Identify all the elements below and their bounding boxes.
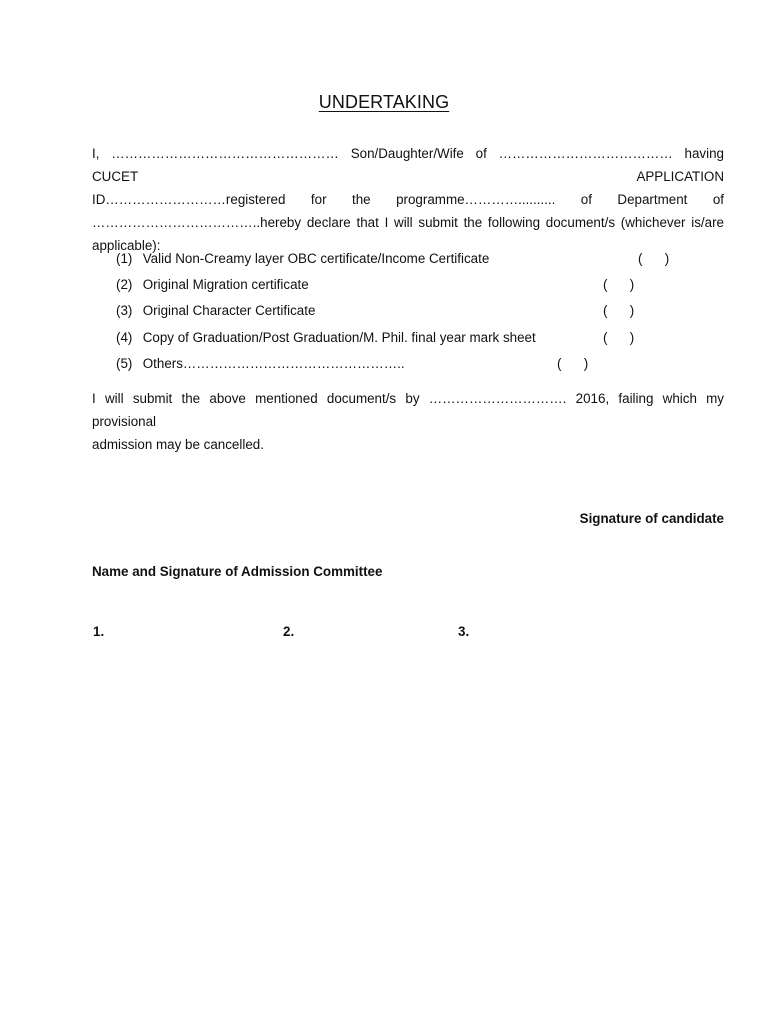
document-item-number: (5) bbox=[116, 356, 133, 371]
submission-line-2: admission may be cancelled. bbox=[92, 437, 264, 452]
submission-paragraph bbox=[92, 387, 724, 456]
submission-line-1: I will submit the above mentioned document/s by …………………………. 2016, failing which my provisional bbox=[92, 391, 724, 429]
document-item-5 bbox=[116, 355, 405, 373]
document-item-number: (1) bbox=[116, 251, 133, 266]
document-item-2 bbox=[116, 276, 309, 294]
document-item-3-checkbox[interactable]: ( ) bbox=[603, 303, 635, 318]
document-item-number: (4) bbox=[116, 330, 133, 345]
committee-member-3: 3. bbox=[458, 624, 470, 639]
declaration-paragraph bbox=[92, 142, 724, 257]
declaration-line-1: I, …………………………………………… Son/Daughter/Wife of ………………………………… having CUCET APPLICATION bbox=[92, 146, 724, 184]
declaration-line-3: ………………………………..hereby declare that I will submit the following document/s (whichever is/are bbox=[92, 215, 724, 230]
document-item-1-checkbox[interactable]: ( ) bbox=[638, 251, 670, 266]
admission-committee-heading: Name and Signature of Admission Committee bbox=[92, 564, 383, 579]
document-item-label: Original Migration certificate bbox=[142, 277, 309, 292]
document-item-label: Original Character Certificate bbox=[142, 303, 316, 318]
document-item-1 bbox=[116, 250, 489, 268]
document-item-label: Valid Non-Creamy layer OBC certificate/Income Certificate bbox=[142, 251, 490, 266]
document-item-number: (3) bbox=[116, 303, 133, 318]
declaration-line-2: ID………………………registered for the programme………….......... of Department of bbox=[92, 192, 724, 207]
document-item-3 bbox=[116, 302, 315, 320]
document-item-2-checkbox[interactable]: ( ) bbox=[603, 277, 635, 292]
document-item-5-checkbox[interactable]: ( ) bbox=[557, 356, 589, 371]
declaration-line-4: applicable): bbox=[92, 238, 161, 253]
document-item-label: Others………………………………………….. bbox=[142, 356, 405, 371]
document-title: UNDERTAKING bbox=[318, 92, 450, 112]
signature-of-candidate-label: Signature of candidate bbox=[579, 511, 724, 526]
document-item-label: Copy of Graduation/Post Graduation/M. Phil. final year mark sheet bbox=[142, 330, 536, 345]
committee-member-1: 1. bbox=[93, 624, 105, 639]
document-item-number: (2) bbox=[116, 277, 133, 292]
document-item-4 bbox=[116, 329, 536, 347]
document-item-4-checkbox[interactable]: ( ) bbox=[603, 330, 635, 345]
committee-member-2: 2. bbox=[283, 624, 295, 639]
